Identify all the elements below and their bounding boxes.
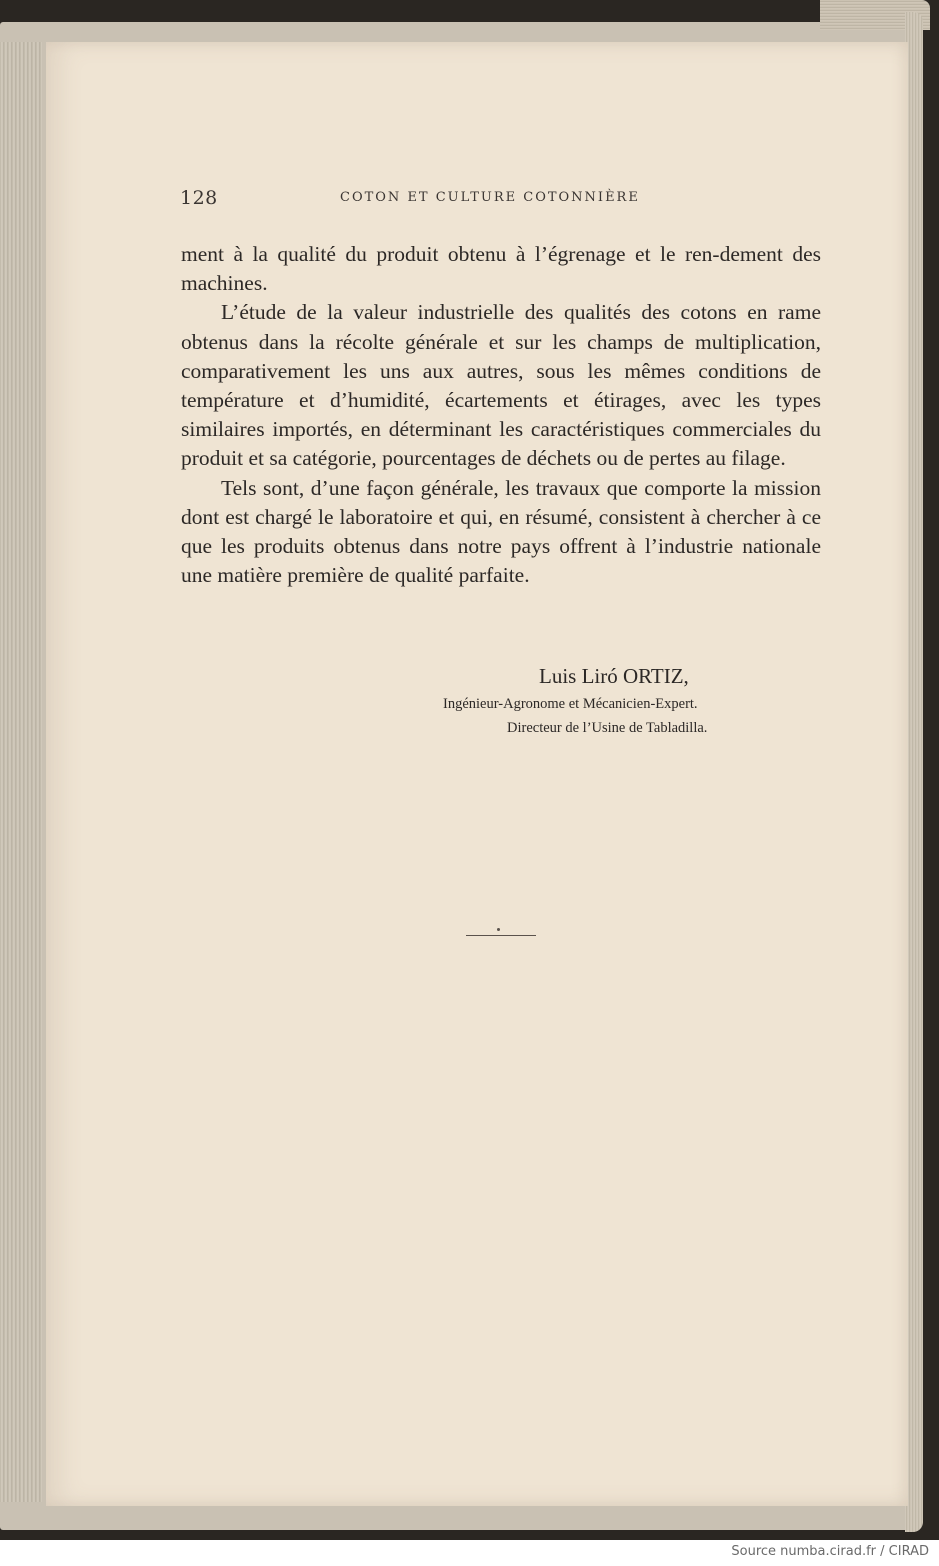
page-edges-left bbox=[0, 42, 42, 1502]
paragraph-2: L’étude de la valeur industrielle des qualités des cotons en rame obtenus dans la récolte générale et sur les champs de multiplication, comparativement les uns aux autres, sous les mêmes conditions de température et d’humidité, écartements et étirages, avec les types similaires importés, en déterminant les caractéristiques commerciales du produit et sa catégorie, pourcentages de déchets ou de pertes au filage. bbox=[181, 300, 821, 471]
page-number: 128 bbox=[180, 187, 218, 209]
body-text bbox=[181, 240, 821, 590]
paragraph-3: Tels sont, d’une façon générale, les travaux que comporte la mission dont est chargé le laboratoire et qui, en résumé, consistent à chercher à ce que les produits obtenus dans notre pays offrent à l’industrie nationale une matière première de qualité parfaite. bbox=[181, 475, 821, 588]
page-header bbox=[180, 187, 670, 213]
paragraph-1: ment à la qualité du produit obtenu à l’égrenage et le ren-dement des machines. bbox=[181, 242, 821, 296]
ornament-dot bbox=[497, 928, 500, 931]
signature-title-1: Ingénieur-Agronome et Mécanicien-Expert. bbox=[443, 696, 698, 712]
signature-name: Luis Liró ORTIZ, bbox=[539, 664, 689, 688]
source-credit: Source numba.cirad.fr / CIRAD bbox=[731, 1544, 929, 1559]
section-end-rule bbox=[466, 935, 536, 936]
running-title: COTON ET CULTURE COTONNIÈRE bbox=[340, 190, 640, 205]
signature-title-2: Directeur de l’Usine de Tabladilla. bbox=[507, 720, 708, 736]
